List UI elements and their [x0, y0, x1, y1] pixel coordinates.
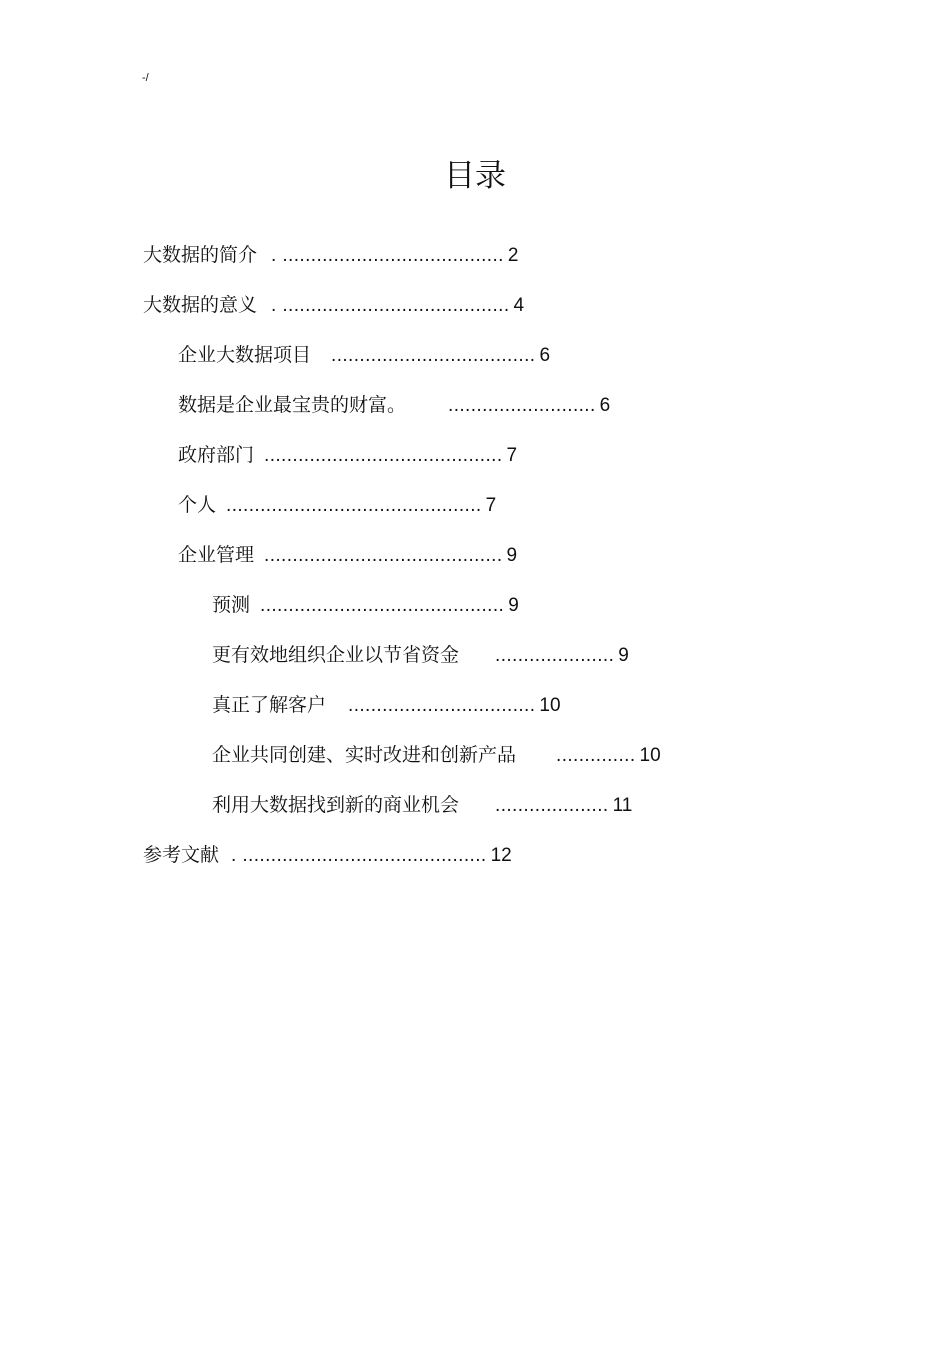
toc-entry-leader: . ...........................................	[231, 845, 487, 866]
toc-entry-label: 企业共同创建、实时改进和创新产品	[212, 744, 517, 766]
toc-entry-page: 6	[599, 395, 611, 416]
toc-entry-page: 9	[508, 595, 519, 616]
toc-entry-6[interactable]	[178, 492, 496, 518]
toc-entry-label: 预测	[212, 594, 251, 616]
toc-entry-page: 7	[506, 445, 518, 466]
toc-entry-label: 大数据的简介	[143, 244, 258, 266]
toc-entry-13[interactable]	[143, 842, 512, 868]
toc-entry-page: 10	[539, 695, 561, 716]
toc-entry-4[interactable]	[178, 392, 610, 418]
toc-entry-page: 9	[506, 545, 518, 566]
toc-title: 目录	[444, 158, 506, 194]
toc-entry-page: 7	[485, 495, 497, 516]
toc-entry-page: 12	[490, 845, 512, 866]
toc-entry-leader: ..........................................	[264, 545, 503, 566]
toc-entry-leader: ..........................................	[264, 445, 503, 466]
toc-entry-label: 企业大数据项目	[178, 344, 312, 366]
toc-entry-1[interactable]	[143, 242, 518, 268]
toc-entry-page: 11	[612, 795, 633, 816]
toc-entry-label: 大数据的意义	[143, 294, 258, 316]
toc-entry-9[interactable]	[212, 642, 629, 668]
header-mark: -/	[142, 72, 149, 84]
toc-entry-12[interactable]	[212, 792, 632, 818]
toc-entry-page: 4	[513, 295, 525, 316]
toc-entry-leader: ..............	[556, 745, 636, 766]
toc-entry-leader: . ........................................	[271, 295, 510, 316]
toc-entry-8[interactable]	[212, 592, 519, 618]
toc-entry-page: 6	[539, 345, 551, 366]
toc-entry-label: 企业管理	[178, 544, 255, 566]
toc-entry-leader: .................................	[348, 695, 536, 716]
toc-entry-label: 真正了解客户	[212, 694, 327, 716]
toc-entry-label: 个人	[178, 494, 217, 516]
toc-entry-2[interactable]	[143, 292, 524, 318]
toc-entry-leader: ....................................	[331, 345, 536, 366]
toc-entry-leader: ...........................................	[260, 595, 505, 616]
toc-entry-label: 更有效地组织企业以节省资金	[212, 644, 460, 666]
toc-entry-label: 利用大数据找到新的商业机会	[212, 794, 460, 816]
toc-entry-3[interactable]	[178, 342, 550, 368]
toc-entry-10[interactable]	[212, 692, 561, 718]
toc-entry-leader: . .......................................	[271, 245, 504, 266]
toc-entry-leader: ..........................	[448, 395, 596, 416]
toc-entry-leader: .............................................	[226, 495, 482, 516]
toc-entry-label: 政府部门	[178, 444, 255, 466]
toc-entry-page: 2	[507, 245, 519, 266]
toc-entry-leader: ....................	[495, 795, 609, 816]
toc-entry-leader: .....................	[495, 645, 615, 666]
toc-entry-label: 数据是企业最宝贵的财富。	[178, 394, 407, 416]
toc-entry-11[interactable]	[212, 742, 661, 768]
toc-entry-page: 9	[618, 645, 629, 666]
toc-entry-7[interactable]	[178, 542, 517, 568]
toc-entry-5[interactable]	[178, 442, 517, 468]
toc-entry-label: 参考文献	[143, 844, 220, 866]
toc-entry-page: 10	[639, 745, 661, 766]
